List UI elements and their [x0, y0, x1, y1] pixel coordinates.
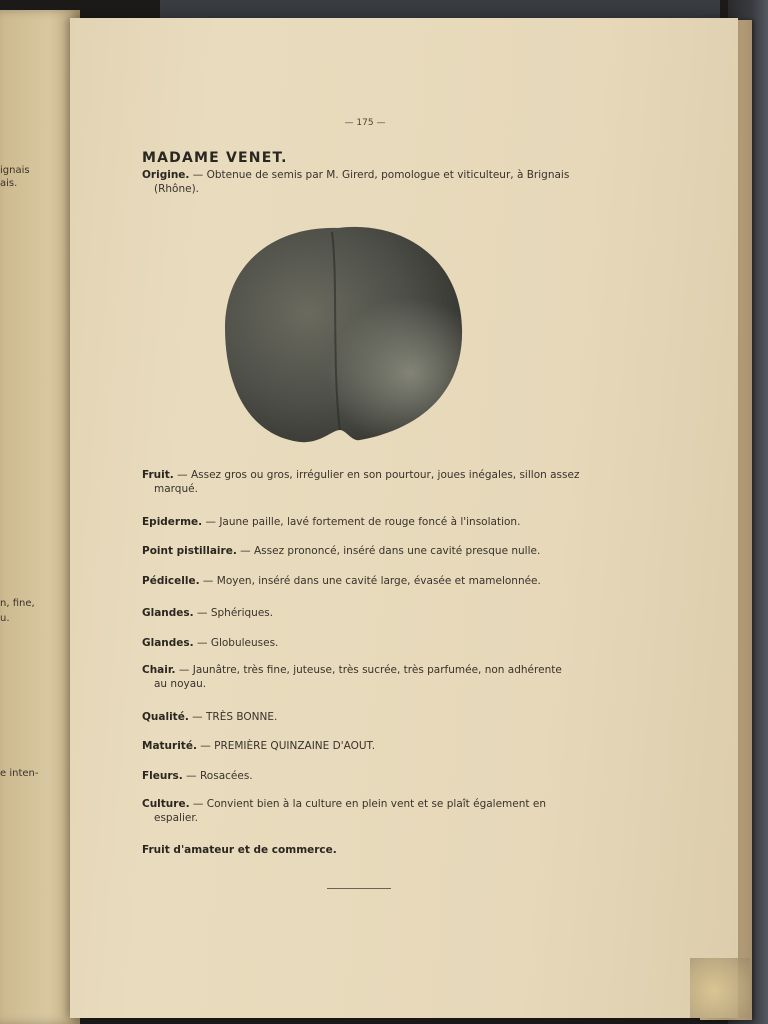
entry-text: — Sphériques.: [193, 607, 274, 619]
entry-label: Qualité.: [142, 711, 189, 723]
entry-glandes-1: [142, 606, 582, 620]
entry-qualite: [142, 710, 582, 724]
entry-continuation: au noyau.: [154, 678, 207, 690]
entry-fruit: [142, 468, 582, 496]
end-rule: [327, 888, 391, 889]
entry-label: Pédicelle.: [142, 575, 200, 587]
entry-label: Maturité.: [142, 740, 197, 752]
entry-text: — Obtenue de semis par M. Girerd, pomologue et viticulteur, à Brignais: [189, 169, 570, 181]
entry-label: Origine.: [142, 169, 190, 181]
entry-text: — PREMIÈRE QUINZAINE D'AOUT.: [196, 740, 376, 752]
page-number: — 175 —: [344, 118, 386, 128]
entry-epiderme: [142, 515, 582, 529]
entry-fruit-amateur: [142, 843, 582, 857]
peach-illustration: [220, 218, 470, 448]
entry-text: — Assez gros ou gros, irrégulier en son pourtour, joues inégales, sillon assez: [173, 469, 580, 481]
entry-origine: [142, 168, 582, 196]
entry-culture: [142, 797, 582, 825]
entry-label: Fruit d'amateur et de commerce.: [142, 844, 337, 856]
entry-text: — TRÈS BONNE.: [188, 711, 278, 723]
left-page: [0, 10, 80, 1024]
entry-label: Epiderme.: [142, 516, 203, 528]
page-title: MADAME VENET.: [142, 150, 288, 166]
entry-label: Fruit.: [142, 469, 174, 481]
left-page-fragment: e inten-: [0, 768, 39, 779]
entry-text: — Jaunâtre, très fine, juteuse, très sucrée, très parfumée, non adhérente: [175, 664, 562, 676]
left-page-fragment: n, fine,: [0, 598, 35, 609]
entry-text: — Jaune paille, lavé fortement de rouge foncé à l'insolation.: [202, 516, 521, 528]
entry-label: Culture.: [142, 798, 190, 810]
entry-label: Fleurs.: [142, 770, 183, 782]
entry-continuation: marqué.: [154, 483, 198, 495]
entry-continuation: espalier.: [154, 812, 199, 824]
entry-chair: [142, 663, 582, 691]
book-page: [70, 18, 738, 1018]
entry-fleurs: [142, 769, 582, 783]
entry-label: Glandes.: [142, 607, 194, 619]
thumb-corner: [690, 958, 750, 1018]
entry-text: — Globuleuses.: [193, 637, 279, 649]
entry-pedicelle: [142, 574, 582, 588]
left-page-fragment: ais.: [0, 178, 18, 189]
left-page-fragment: u.: [0, 613, 10, 624]
left-page-fragment: ignais: [0, 165, 30, 176]
entry-text: — Moyen, inséré dans une cavité large, évasée et mamelonnée.: [199, 575, 541, 587]
entry-label: Chair.: [142, 664, 176, 676]
entry-text: — Assez prononcé, inséré dans une cavité presque nulle.: [236, 545, 541, 557]
entry-label: Glandes.: [142, 637, 194, 649]
entry-label: Point pistillaire.: [142, 545, 237, 557]
entry-text: — Convient bien à la culture en plein vent et se plaît également en: [189, 798, 546, 810]
entry-point-pistillaire: [142, 544, 582, 558]
entry-maturite: [142, 739, 582, 753]
entry-text: — Rosacées.: [182, 770, 253, 782]
entry-glandes-2: [142, 636, 582, 650]
entry-continuation: (Rhône).: [154, 183, 200, 195]
